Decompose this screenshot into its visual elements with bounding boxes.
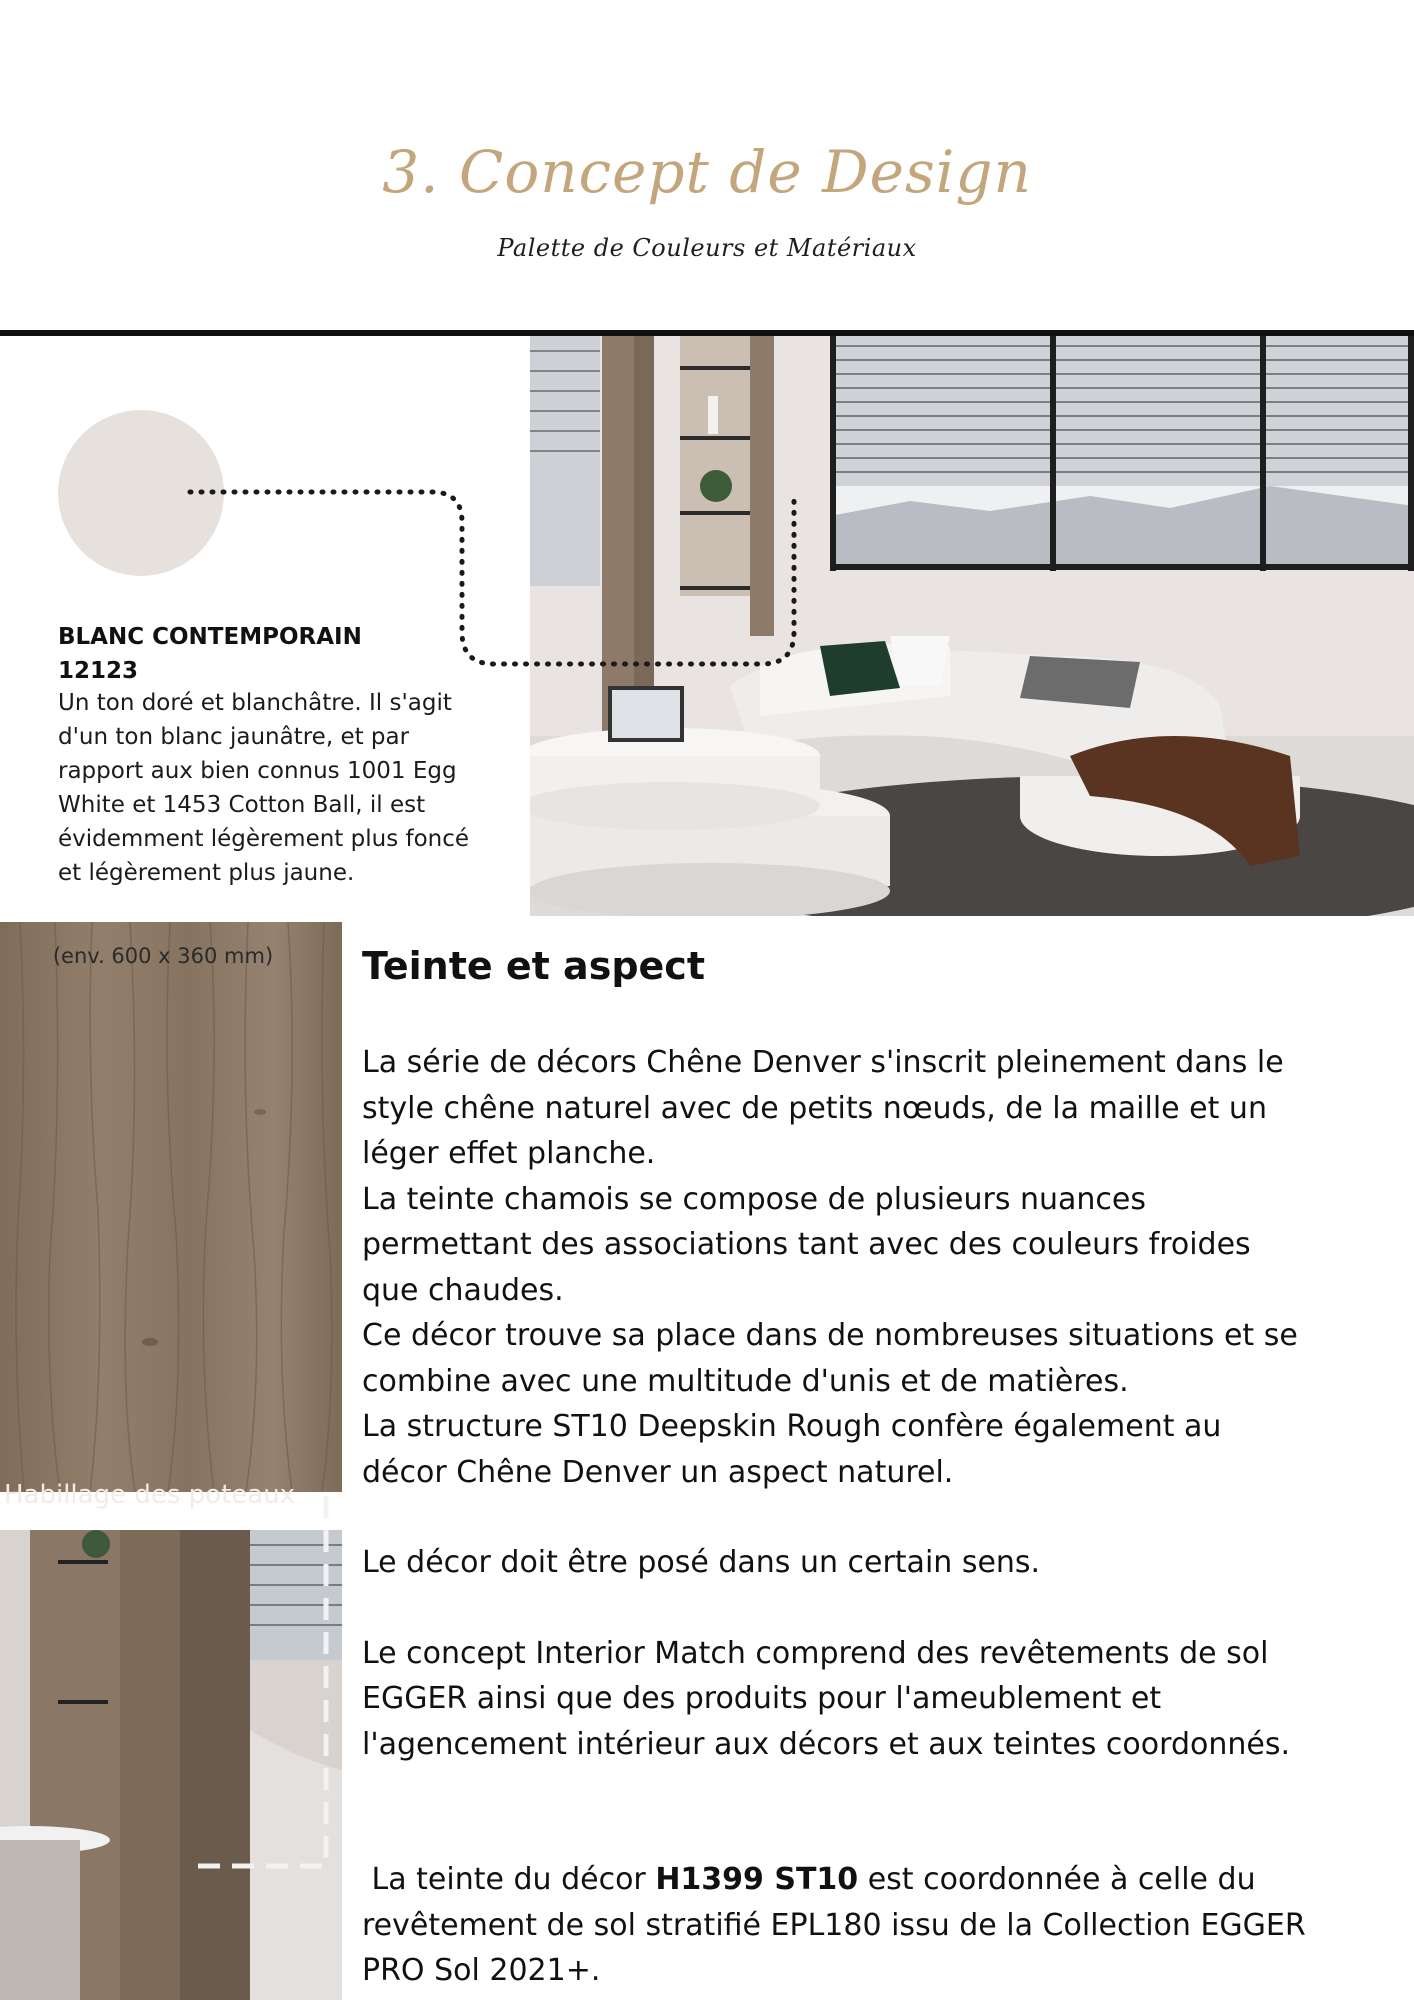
coord-prefix: La teinte du décor [362, 1862, 656, 1897]
wood-sample-caption: Habillage des poteaux [4, 1480, 296, 1510]
wood-sample-size: (env. 600 x 360 mm) [52, 944, 274, 968]
decor-code: H1399 ST10 [655, 1862, 859, 1897]
color-desc-line: Un ton doré et blanchâtre. Il s'agit [58, 690, 452, 716]
text-line: permettant des associations tant avec des couleurs froides [362, 1227, 1251, 1262]
coord-suffix: est coordonnée à celle du [858, 1862, 1256, 1897]
text-line: style chêne naturel avec de petits nœuds, de la maille et un [362, 1090, 1267, 1126]
color-desc-line: et légèrement plus jaune. [58, 860, 355, 886]
text-line: Le concept Interior Match comprend des revêtements de sol [362, 1635, 1269, 1671]
direction-note: Le décor doit être posé dans un certain sens. [362, 1545, 1041, 1580]
color-desc-line: White et 1453 Cotton Ball, il est [58, 792, 426, 818]
color-desc-line: évidemment légèrement plus foncé [58, 826, 470, 852]
text-line: La structure ST10 Deepskin Rough confère également au [362, 1409, 1222, 1444]
color-name: BLANC CONTEMPORAIN [58, 624, 362, 650]
text-line: combine avec une multitude d'unis et de matières. [362, 1363, 1129, 1399]
text-line: EGGER ainsi que des produits pour l'ameublement et [362, 1681, 1162, 1716]
page-subtitle: Palette de Couleurs et Matériaux [497, 234, 917, 262]
text-line: que chaudes. [362, 1272, 564, 1308]
text-line: revêtement de sol stratifié EPL180 issu de la Collection EGGER [362, 1907, 1306, 1943]
text-line: PRO Sol 2021+. [362, 1953, 601, 1988]
coordination-line [362, 1857, 1402, 1903]
color-desc-line: d'un ton blanc jaunâtre, et par [58, 724, 410, 750]
section-heading: Teinte et aspect [362, 944, 705, 988]
description-text [362, 1040, 1402, 1994]
text-line: La teinte chamois se compose de plusieurs nuances [362, 1181, 1147, 1217]
text-line: léger effet planche. [362, 1136, 656, 1171]
text-line: l'agencement intérieur aux décors et aux teintes coordonnés. [362, 1726, 1290, 1762]
text-line: Ce décor trouve sa place dans de nombreuses situations et se [362, 1318, 1298, 1353]
page-title: 3. Concept de Design [382, 138, 1032, 206]
text-line: décor Chêne Denver un aspect naturel. [362, 1454, 954, 1490]
color-code: 12123 [58, 658, 139, 684]
color-desc-line: rapport aux bien connus 1001 Egg [58, 758, 457, 784]
text-line: La série de décors Chêne Denver s'inscrit pleinement dans le [362, 1045, 1284, 1080]
